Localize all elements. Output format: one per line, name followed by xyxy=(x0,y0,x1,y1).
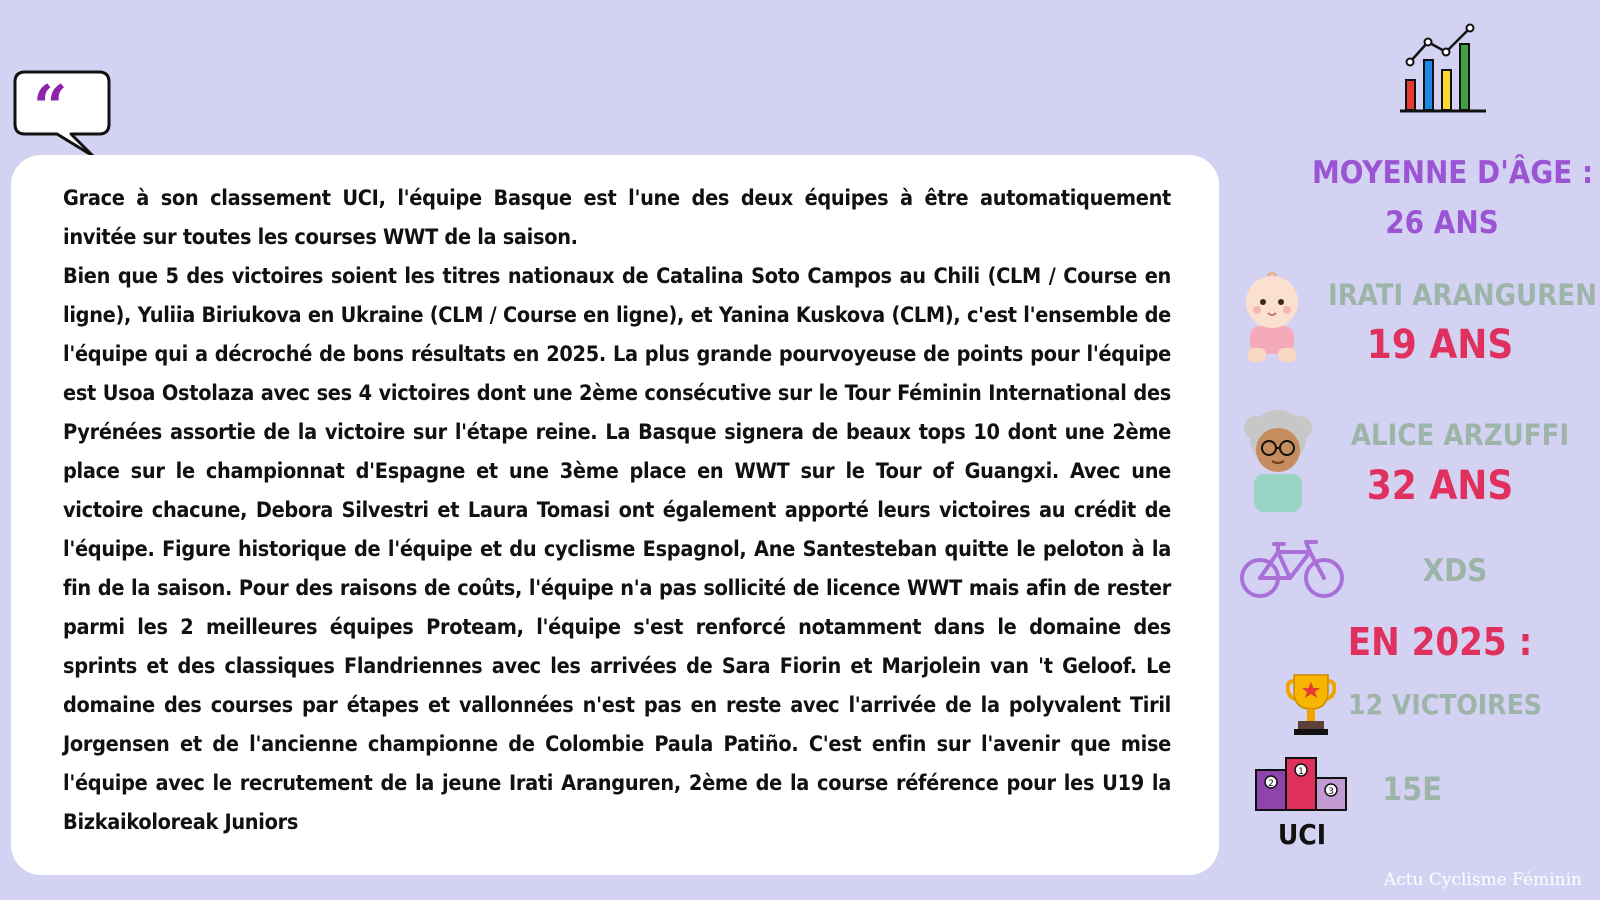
bicycle-icon xyxy=(1240,538,1344,606)
text-card xyxy=(11,155,1219,875)
wins-count: 12 VICTOIRES xyxy=(1348,688,1542,721)
oldest-rider-age: 32 ANS xyxy=(1366,463,1514,509)
footer-credit: Actu Cyclisme Féminin xyxy=(1383,870,1582,890)
paragraph: Grace à son classement UCI, l'équipe Basque est l'une des deux équipes à être automatiquement invitée sur toutes les courses WWT de la saison. xyxy=(63,186,1171,250)
grandmother-icon xyxy=(1238,408,1318,518)
uci-ranking: 15E xyxy=(1382,770,1442,808)
bar-chart-icon xyxy=(1398,22,1488,118)
svg-text:“: “ xyxy=(33,73,68,143)
youngest-rider-age: 19 ANS xyxy=(1366,322,1514,368)
baby-icon xyxy=(1240,268,1304,376)
quote-bubble-icon xyxy=(13,70,111,143)
season-heading: EN 2025 : xyxy=(1347,620,1533,664)
svg-text:1: 1 xyxy=(1298,767,1304,777)
svg-text:2: 2 xyxy=(1268,779,1274,789)
uci-label: UCI xyxy=(1277,818,1327,851)
avg-age-label: MOYENNE D'ÂGE : xyxy=(1312,155,1594,191)
bike-brand: XDS xyxy=(1422,553,1488,589)
team-description xyxy=(63,179,1171,842)
oldest-rider-name: ALICE ARZUFFI xyxy=(1350,418,1570,452)
youngest-rider-name: IRATI ARANGUREN xyxy=(1328,278,1597,312)
avg-age-value: 26 ANS xyxy=(1385,205,1499,241)
svg-text:3: 3 xyxy=(1328,787,1334,797)
podium-icon xyxy=(1254,756,1348,816)
paragraph: Bien que 5 des victoires soient les titres nationaux de Catalina Soto Campos au Chili (CLM / Course en ligne), Yuliia Biriukova en Ukraine (CLM / Course en ligne), et Yanina Kuskova (CLM), c'est l'ensemble de l'équipe qui a décroché de bons résultats en 2025. La plus grande pourvoyeuse de points pour l'équipe est Usoa Ostolaza avec ses 4 victoires dont une 2ème consécutive sur le Tour Féminin International des Pyrénées assortie de la victoire sur l'étape reine. La Basque signera de beaux tops 10 dont une 2ème place sur le championnat d'Espagne et une 3ème place en WWT sur le Tour of Guangxi. Avec une victoire chacune, Debora Silvestri et Laura Tomasi ont également apporté leurs victoires au crédit de l'équipe. Figure historique de l'équipe et du cyclisme Espagnol, Ane Santesteban quitte le peloton à la fin de la saison. Pour des raisons de coûts, l'équipe n'a pas sollicité de licence WWT mais afin de rester parmi les 2 meilleures équipes Proteam, l'équipe s'est renforcé notamment dans le domaine des sprints et des classiques Flandriennes avec les arrivées de Sara Fiorin et Marjolein van 't Geloof. Le domaine des courses par étapes et vallonnées n'est pas en reste avec l'arrivée de la polyvalent Tiril Jorgensen et de l'ancienne championne de Colombie Paula Patiño. C'est enfin sur l'avenir que mise l'équipe avec le recrutement de la jeune Irati Aranguren, 2ème de la course référence pour les U19 la Bizkaikoloreak Juniors xyxy=(63,264,1171,835)
trophy-icon xyxy=(1286,673,1336,741)
